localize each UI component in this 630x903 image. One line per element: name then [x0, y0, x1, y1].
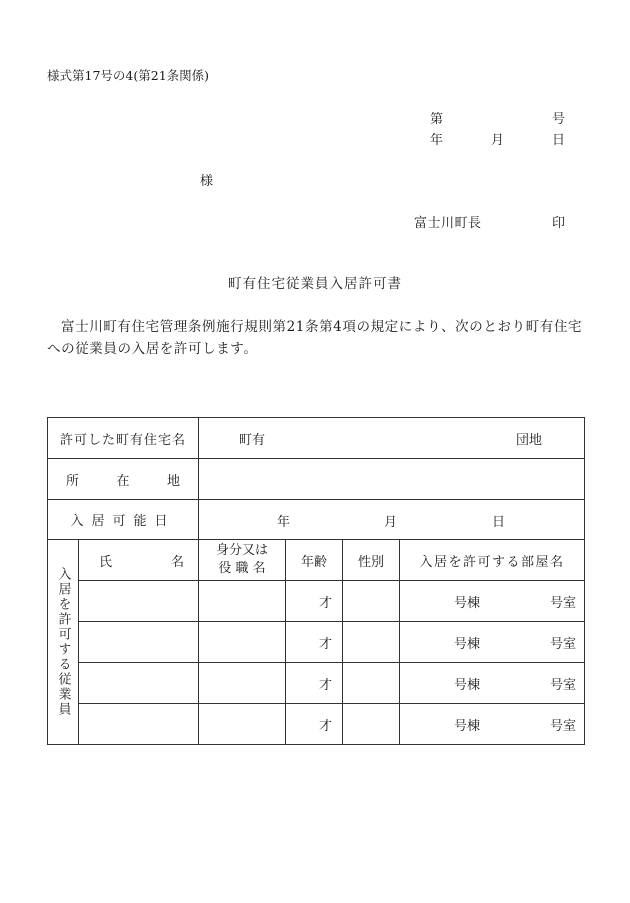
table-row [48, 622, 585, 663]
employee-age-cell[interactable]: 才 [286, 581, 343, 622]
position-header: 身分又は 役 職 名 [199, 540, 286, 581]
date-year: 年 [430, 133, 444, 148]
date-day: 日 [552, 133, 566, 148]
location-label-part: 在 [116, 473, 130, 489]
table-row [48, 704, 585, 745]
form-number: 様式第17号の4(第21条関係) [47, 68, 210, 83]
age-header: 年齢 [286, 540, 343, 581]
employee-gender-cell[interactable] [343, 704, 400, 745]
doc-number-prefix: 第 [430, 112, 444, 127]
employee-position-cell[interactable] [199, 704, 286, 745]
employee-position-cell[interactable] [199, 663, 286, 704]
employee-position-cell[interactable] [199, 622, 286, 663]
employee-room-cell[interactable]: 号棟 号室 [400, 581, 585, 622]
name-header: 氏 名 [79, 540, 199, 581]
housing-name-field[interactable] [199, 418, 585, 459]
employee-gender-cell[interactable] [343, 581, 400, 622]
employee-gender-cell[interactable] [343, 663, 400, 704]
employee-name-cell[interactable] [79, 622, 199, 663]
document-title: 町有住宅従業員入居許可書 [228, 276, 402, 292]
employee-room-cell[interactable]: 号棟 号室 [400, 622, 585, 663]
employee-name-cell[interactable] [79, 704, 199, 745]
employee-name-cell[interactable] [79, 663, 199, 704]
seal-mark: 印 [552, 216, 566, 231]
issuer-name: 富士川町長 [414, 216, 482, 231]
employee-age-cell[interactable]: 才 [286, 663, 343, 704]
employees-label: 入居を許可する従業員 [48, 540, 79, 745]
body-text: 富士川町有住宅管理条例施行規則第21条第4項の規定により、次のとおり町有住宅への従業員の入居を許可します。 [47, 319, 583, 357]
location-field[interactable] [199, 459, 585, 500]
employee-age-cell[interactable]: 才 [286, 622, 343, 663]
gender-header: 性別 [343, 540, 400, 581]
employee-age-cell[interactable]: 才 [286, 704, 343, 745]
housing-town-label: 町有 [239, 432, 266, 448]
date-month: 月 [491, 133, 505, 148]
employee-room-cell[interactable]: 号棟 号室 [400, 704, 585, 745]
permit-table [47, 417, 585, 745]
doc-number-suffix: 号 [552, 112, 566, 127]
housing-name-label: 許可した町有住宅名 [48, 418, 199, 459]
move-in-year: 年 [277, 515, 291, 530]
move-in-date-label: 入居可能日 [48, 500, 199, 540]
employee-position-cell[interactable] [199, 581, 286, 622]
table-row [48, 581, 585, 622]
location-label-part: 地 [167, 473, 181, 489]
employee-room-cell[interactable]: 号棟 号室 [400, 663, 585, 704]
move-in-month: 月 [384, 515, 398, 530]
location-label [48, 459, 199, 500]
move-in-date-field[interactable] [199, 500, 585, 540]
table-row [48, 663, 585, 704]
move-in-day: 日 [492, 515, 506, 530]
housing-complex-label: 団地 [516, 432, 543, 448]
location-label-part: 所 [66, 473, 80, 489]
room-header: 入居を許可する部屋名 [400, 540, 585, 581]
employee-name-cell[interactable] [79, 581, 199, 622]
employee-gender-cell[interactable] [343, 622, 400, 663]
addressee-suffix: 様 [200, 174, 214, 189]
